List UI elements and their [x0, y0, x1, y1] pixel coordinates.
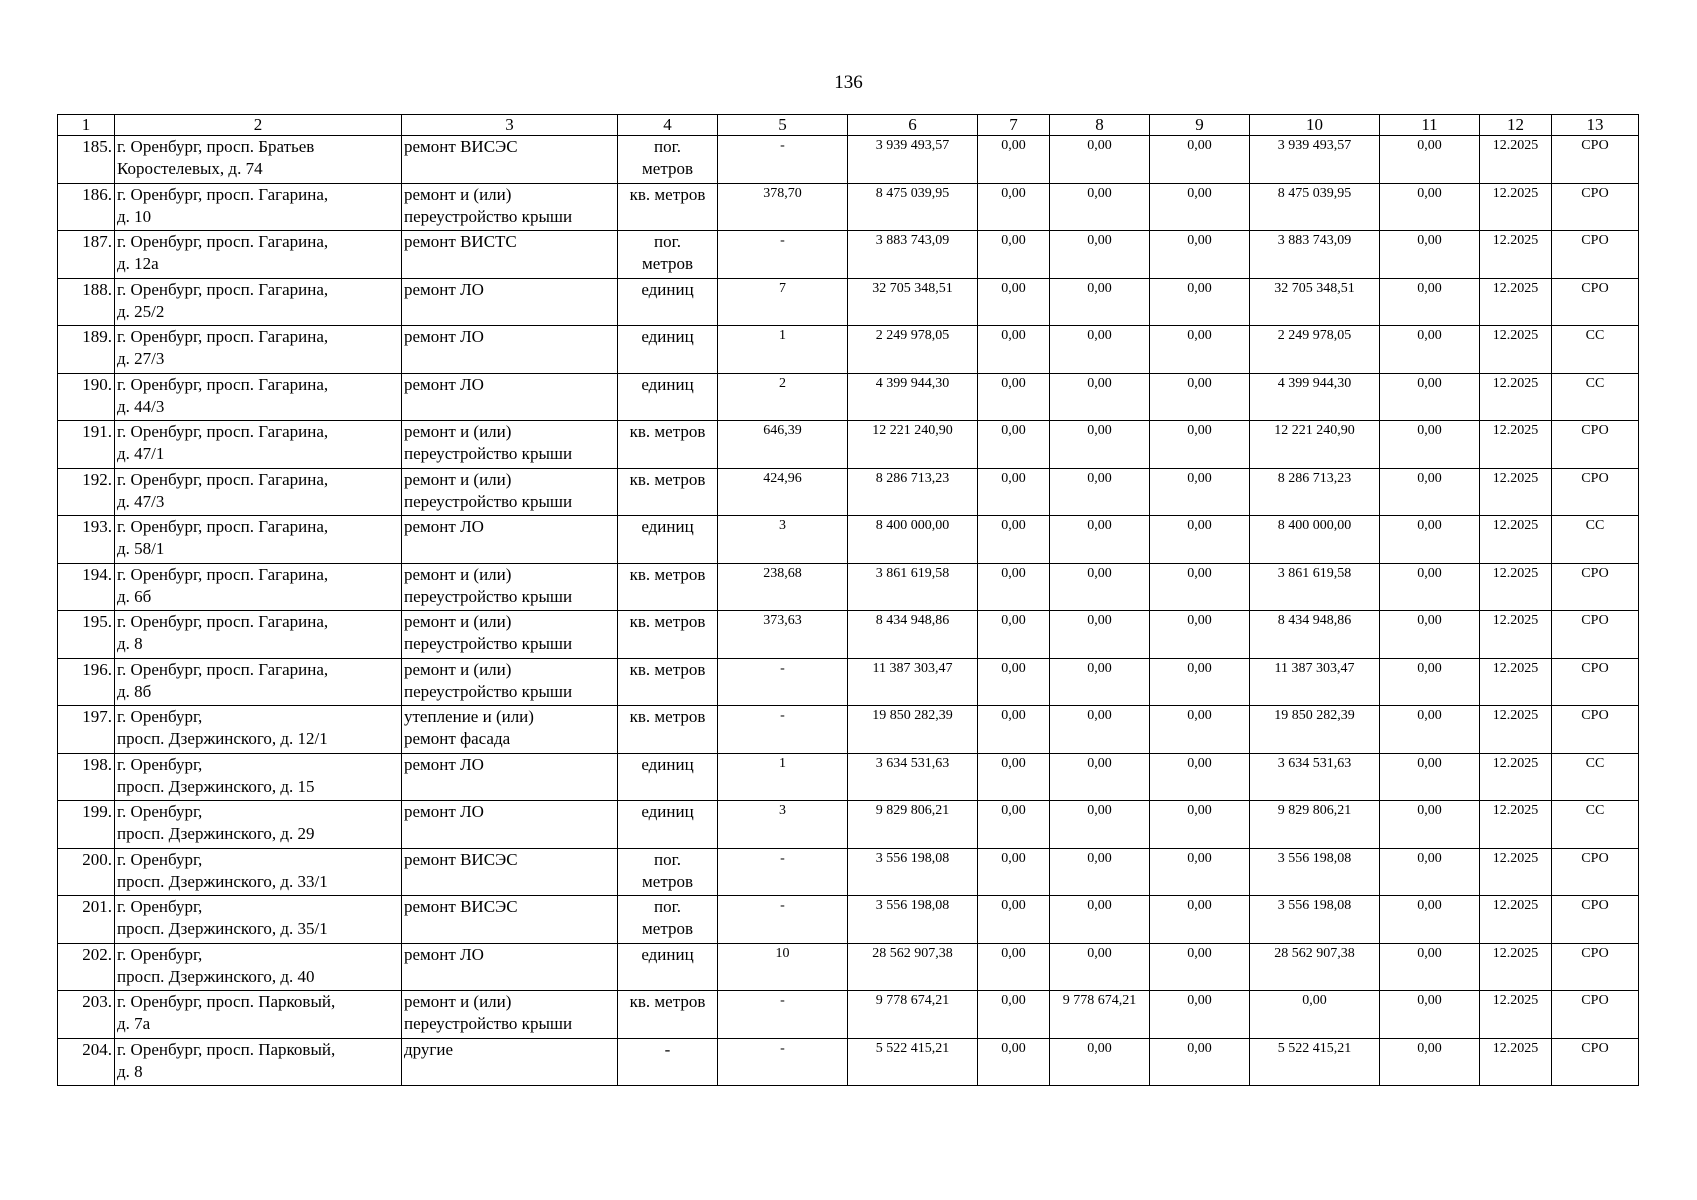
method-cell: СРО: [1552, 563, 1639, 611]
column-header: 6: [848, 115, 978, 136]
total-cost-cell: 28 562 907,38: [848, 943, 978, 991]
method-cell: СРО: [1552, 706, 1639, 754]
col8-cell: 0,00: [1050, 278, 1150, 326]
col10-cell: 3 939 493,57: [1250, 136, 1380, 184]
col9-cell: 0,00: [1150, 991, 1250, 1039]
col11-cell: 0,00: [1380, 611, 1480, 659]
work-type-cell: ремонт ЛО: [402, 753, 618, 801]
col11-cell: 0,00: [1380, 468, 1480, 516]
col10-cell: 11 387 303,47: [1250, 658, 1380, 706]
volume-cell: 646,39: [718, 421, 848, 469]
col9-cell: 0,00: [1150, 753, 1250, 801]
col7-cell: 0,00: [978, 753, 1050, 801]
total-cost-cell: 5 522 415,21: [848, 1038, 978, 1086]
col11-cell: 0,00: [1380, 848, 1480, 896]
work-type-cell: утепление и (или) ремонт фасада: [402, 706, 618, 754]
method-cell: СРО: [1552, 183, 1639, 231]
col10-cell: 19 850 282,39: [1250, 706, 1380, 754]
total-cost-cell: 9 778 674,21: [848, 991, 978, 1039]
total-cost-cell: 32 705 348,51: [848, 278, 978, 326]
method-cell: СС: [1552, 326, 1639, 374]
address-cell: г. Оренбург, просп. Гагарина, д. 12а: [115, 231, 402, 279]
volume-cell: 373,63: [718, 611, 848, 659]
volume-cell: 10: [718, 943, 848, 991]
total-cost-cell: 2 249 978,05: [848, 326, 978, 374]
col9-cell: 0,00: [1150, 326, 1250, 374]
col7-cell: 0,00: [978, 848, 1050, 896]
method-cell: СРО: [1552, 896, 1639, 944]
col11-cell: 0,00: [1380, 753, 1480, 801]
col11-cell: 0,00: [1380, 563, 1480, 611]
col8-cell: 0,00: [1050, 326, 1150, 374]
column-header: 3: [402, 115, 618, 136]
work-type-cell: ремонт ВИСЭС: [402, 136, 618, 184]
column-header: 4: [618, 115, 718, 136]
col10-cell: 3 556 198,08: [1250, 896, 1380, 944]
deadline-cell: 12.2025: [1480, 611, 1552, 659]
volume-cell: -: [718, 658, 848, 706]
col10-cell: 3 556 198,08: [1250, 848, 1380, 896]
col11-cell: 0,00: [1380, 183, 1480, 231]
col8-cell: 0,00: [1050, 611, 1150, 659]
col7-cell: 0,00: [978, 991, 1050, 1039]
method-cell: СРО: [1552, 1038, 1639, 1086]
unit-cell: кв. метров: [618, 468, 718, 516]
volume-cell: 3: [718, 801, 848, 849]
method-cell: СРО: [1552, 421, 1639, 469]
col11-cell: 0,00: [1380, 658, 1480, 706]
address-cell: г. Оренбург, просп. Дзержинского, д. 15: [115, 753, 402, 801]
address-cell: г. Оренбург, просп. Дзержинского, д. 33/1: [115, 848, 402, 896]
row-number: 196.: [58, 658, 115, 706]
col11-cell: 0,00: [1380, 943, 1480, 991]
column-header: 9: [1150, 115, 1250, 136]
table-row: [58, 658, 1639, 706]
col7-cell: 0,00: [978, 278, 1050, 326]
work-type-cell: ремонт и (или) переустройство крыши: [402, 421, 618, 469]
unit-cell: единиц: [618, 943, 718, 991]
col9-cell: 0,00: [1150, 468, 1250, 516]
row-number: 193.: [58, 516, 115, 564]
deadline-cell: 12.2025: [1480, 1038, 1552, 1086]
address-cell: г. Оренбург, просп. Гагарина, д. 8б: [115, 658, 402, 706]
address-cell: г. Оренбург, просп. Гагарина, д. 58/1: [115, 516, 402, 564]
total-cost-cell: 3 861 619,58: [848, 563, 978, 611]
deadline-cell: 12.2025: [1480, 848, 1552, 896]
col8-cell: 0,00: [1050, 421, 1150, 469]
address-cell: г. Оренбург, просп. Гагарина, д. 27/3: [115, 326, 402, 374]
col9-cell: 0,00: [1150, 516, 1250, 564]
deadline-cell: 12.2025: [1480, 991, 1552, 1039]
method-cell: СРО: [1552, 278, 1639, 326]
col8-cell: 0,00: [1050, 231, 1150, 279]
total-cost-cell: 12 221 240,90: [848, 421, 978, 469]
column-header: 8: [1050, 115, 1150, 136]
table-row: [58, 801, 1639, 849]
address-cell: г. Оренбург, просп. Гагарина, д. 44/3: [115, 373, 402, 421]
column-header: 2: [115, 115, 402, 136]
work-type-cell: ремонт и (или) переустройство крыши: [402, 468, 618, 516]
capital-repair-table: [57, 114, 1639, 1086]
col10-cell: 8 434 948,86: [1250, 611, 1380, 659]
col11-cell: 0,00: [1380, 231, 1480, 279]
volume-cell: -: [718, 991, 848, 1039]
col9-cell: 0,00: [1150, 896, 1250, 944]
col7-cell: 0,00: [978, 468, 1050, 516]
deadline-cell: 12.2025: [1480, 136, 1552, 184]
table-row: [58, 326, 1639, 374]
unit-cell: кв. метров: [618, 991, 718, 1039]
col7-cell: 0,00: [978, 373, 1050, 421]
row-number: 187.: [58, 231, 115, 279]
row-number: 191.: [58, 421, 115, 469]
col8-cell: 0,00: [1050, 468, 1150, 516]
volume-cell: 238,68: [718, 563, 848, 611]
column-header: 7: [978, 115, 1050, 136]
col10-cell: 3 883 743,09: [1250, 231, 1380, 279]
table-row: [58, 373, 1639, 421]
address-cell: г. Оренбург, просп. Гагарина, д. 25/2: [115, 278, 402, 326]
col8-cell: 0,00: [1050, 563, 1150, 611]
column-header: 1: [58, 115, 115, 136]
work-type-cell: ремонт и (или) переустройство крыши: [402, 563, 618, 611]
volume-cell: 378,70: [718, 183, 848, 231]
volume-cell: 424,96: [718, 468, 848, 516]
work-type-cell: ремонт и (или) переустройство крыши: [402, 658, 618, 706]
method-cell: СРО: [1552, 848, 1639, 896]
col7-cell: 0,00: [978, 801, 1050, 849]
deadline-cell: 12.2025: [1480, 231, 1552, 279]
total-cost-cell: 8 434 948,86: [848, 611, 978, 659]
volume-cell: 7: [718, 278, 848, 326]
column-header: 5: [718, 115, 848, 136]
row-number: 192.: [58, 468, 115, 516]
address-cell: г. Оренбург, просп. Гагарина, д. 10: [115, 183, 402, 231]
col7-cell: 0,00: [978, 231, 1050, 279]
col11-cell: 0,00: [1380, 326, 1480, 374]
work-type-cell: ремонт ЛО: [402, 801, 618, 849]
method-cell: СС: [1552, 516, 1639, 564]
method-cell: СРО: [1552, 611, 1639, 659]
col7-cell: 0,00: [978, 896, 1050, 944]
col8-cell: 0,00: [1050, 1038, 1150, 1086]
work-type-cell: ремонт ВИСЭС: [402, 896, 618, 944]
row-number: 186.: [58, 183, 115, 231]
total-cost-cell: 8 475 039,95: [848, 183, 978, 231]
unit-cell: пог. метров: [618, 848, 718, 896]
volume-cell: -: [718, 136, 848, 184]
col8-cell: 0,00: [1050, 516, 1150, 564]
address-cell: г. Оренбург, просп. Гагарина, д. 8: [115, 611, 402, 659]
col10-cell: 28 562 907,38: [1250, 943, 1380, 991]
col9-cell: 0,00: [1150, 943, 1250, 991]
col7-cell: 0,00: [978, 943, 1050, 991]
col8-cell: 9 778 674,21: [1050, 991, 1150, 1039]
col11-cell: 0,00: [1380, 896, 1480, 944]
deadline-cell: 12.2025: [1480, 373, 1552, 421]
row-number: 185.: [58, 136, 115, 184]
col8-cell: 0,00: [1050, 896, 1150, 944]
col9-cell: 0,00: [1150, 373, 1250, 421]
col10-cell: 0,00: [1250, 991, 1380, 1039]
total-cost-cell: 8 400 000,00: [848, 516, 978, 564]
col9-cell: 0,00: [1150, 183, 1250, 231]
deadline-cell: 12.2025: [1480, 516, 1552, 564]
table-row: [58, 183, 1639, 231]
column-header: 11: [1380, 115, 1480, 136]
table-row: [58, 278, 1639, 326]
total-cost-cell: 11 387 303,47: [848, 658, 978, 706]
unit-cell: единиц: [618, 516, 718, 564]
col10-cell: 3 861 619,58: [1250, 563, 1380, 611]
col7-cell: 0,00: [978, 1038, 1050, 1086]
row-number: 190.: [58, 373, 115, 421]
table-row: [58, 848, 1639, 896]
col8-cell: 0,00: [1050, 848, 1150, 896]
col9-cell: 0,00: [1150, 1038, 1250, 1086]
method-cell: СРО: [1552, 943, 1639, 991]
unit-cell: единиц: [618, 753, 718, 801]
unit-cell: -: [618, 1038, 718, 1086]
row-number: 194.: [58, 563, 115, 611]
method-cell: СС: [1552, 801, 1639, 849]
table-row: [58, 468, 1639, 516]
table-row: [58, 136, 1639, 184]
volume-cell: 1: [718, 753, 848, 801]
col10-cell: 3 634 531,63: [1250, 753, 1380, 801]
header-row: [58, 115, 1639, 136]
col7-cell: 0,00: [978, 421, 1050, 469]
col7-cell: 0,00: [978, 563, 1050, 611]
work-type-cell: ремонт ЛО: [402, 326, 618, 374]
col8-cell: 0,00: [1050, 801, 1150, 849]
row-number: 204.: [58, 1038, 115, 1086]
col8-cell: 0,00: [1050, 753, 1150, 801]
col8-cell: 0,00: [1050, 183, 1150, 231]
col9-cell: 0,00: [1150, 848, 1250, 896]
col9-cell: 0,00: [1150, 231, 1250, 279]
unit-cell: пог. метров: [618, 136, 718, 184]
col11-cell: 0,00: [1380, 706, 1480, 754]
address-cell: г. Оренбург, просп. Парковый, д. 7а: [115, 991, 402, 1039]
col8-cell: 0,00: [1050, 943, 1150, 991]
row-number: 199.: [58, 801, 115, 849]
unit-cell: кв. метров: [618, 421, 718, 469]
total-cost-cell: 9 829 806,21: [848, 801, 978, 849]
col9-cell: 0,00: [1150, 563, 1250, 611]
col11-cell: 0,00: [1380, 801, 1480, 849]
col7-cell: 0,00: [978, 326, 1050, 374]
table-row: [58, 943, 1639, 991]
volume-cell: 2: [718, 373, 848, 421]
deadline-cell: 12.2025: [1480, 278, 1552, 326]
col9-cell: 0,00: [1150, 801, 1250, 849]
table-row: [58, 611, 1639, 659]
col8-cell: 0,00: [1050, 136, 1150, 184]
deadline-cell: 12.2025: [1480, 421, 1552, 469]
col9-cell: 0,00: [1150, 278, 1250, 326]
unit-cell: пог. метров: [618, 896, 718, 944]
col11-cell: 0,00: [1380, 373, 1480, 421]
unit-cell: кв. метров: [618, 183, 718, 231]
col11-cell: 0,00: [1380, 516, 1480, 564]
col7-cell: 0,00: [978, 516, 1050, 564]
row-number: 200.: [58, 848, 115, 896]
column-header: 13: [1552, 115, 1639, 136]
deadline-cell: 12.2025: [1480, 658, 1552, 706]
method-cell: СС: [1552, 753, 1639, 801]
row-number: 198.: [58, 753, 115, 801]
table-row: [58, 421, 1639, 469]
work-type-cell: ремонт и (или) переустройство крыши: [402, 611, 618, 659]
work-type-cell: ремонт ЛО: [402, 516, 618, 564]
deadline-cell: 12.2025: [1480, 801, 1552, 849]
col7-cell: 0,00: [978, 706, 1050, 754]
unit-cell: единиц: [618, 373, 718, 421]
col10-cell: 5 522 415,21: [1250, 1038, 1380, 1086]
address-cell: г. Оренбург, просп. Гагарина, д. 6б: [115, 563, 402, 611]
row-number: 197.: [58, 706, 115, 754]
deadline-cell: 12.2025: [1480, 706, 1552, 754]
deadline-cell: 12.2025: [1480, 468, 1552, 516]
col9-cell: 0,00: [1150, 611, 1250, 659]
col10-cell: 8 286 713,23: [1250, 468, 1380, 516]
column-header: 10: [1250, 115, 1380, 136]
table-row: [58, 991, 1639, 1039]
unit-cell: кв. метров: [618, 563, 718, 611]
address-cell: г. Оренбург, просп. Парковый, д. 8: [115, 1038, 402, 1086]
col9-cell: 0,00: [1150, 136, 1250, 184]
method-cell: СРО: [1552, 991, 1639, 1039]
table-row: [58, 706, 1639, 754]
volume-cell: -: [718, 896, 848, 944]
deadline-cell: 12.2025: [1480, 183, 1552, 231]
work-type-cell: ремонт и (или) переустройство крыши: [402, 991, 618, 1039]
volume-cell: -: [718, 848, 848, 896]
table-row: [58, 896, 1639, 944]
table-row: [58, 563, 1639, 611]
col10-cell: 8 400 000,00: [1250, 516, 1380, 564]
total-cost-cell: 19 850 282,39: [848, 706, 978, 754]
col8-cell: 0,00: [1050, 658, 1150, 706]
col7-cell: 0,00: [978, 183, 1050, 231]
unit-cell: кв. метров: [618, 658, 718, 706]
address-cell: г. Оренбург, просп. Братьев Коростелевых, д. 74: [115, 136, 402, 184]
volume-cell: 1: [718, 326, 848, 374]
total-cost-cell: 3 556 198,08: [848, 896, 978, 944]
col10-cell: 8 475 039,95: [1250, 183, 1380, 231]
col9-cell: 0,00: [1150, 658, 1250, 706]
col9-cell: 0,00: [1150, 421, 1250, 469]
deadline-cell: 12.2025: [1480, 896, 1552, 944]
row-number: 202.: [58, 943, 115, 991]
method-cell: СРО: [1552, 231, 1639, 279]
address-cell: г. Оренбург, просп. Дзержинского, д. 40: [115, 943, 402, 991]
unit-cell: единиц: [618, 278, 718, 326]
method-cell: СС: [1552, 373, 1639, 421]
col8-cell: 0,00: [1050, 706, 1150, 754]
work-type-cell: другие: [402, 1038, 618, 1086]
col8-cell: 0,00: [1050, 373, 1150, 421]
volume-cell: -: [718, 231, 848, 279]
volume-cell: -: [718, 1038, 848, 1086]
col10-cell: 9 829 806,21: [1250, 801, 1380, 849]
row-number: 201.: [58, 896, 115, 944]
col7-cell: 0,00: [978, 611, 1050, 659]
unit-cell: пог. метров: [618, 231, 718, 279]
deadline-cell: 12.2025: [1480, 326, 1552, 374]
row-number: 203.: [58, 991, 115, 1039]
method-cell: СРО: [1552, 468, 1639, 516]
col10-cell: 2 249 978,05: [1250, 326, 1380, 374]
address-cell: г. Оренбург, просп. Гагарина, д. 47/3: [115, 468, 402, 516]
col11-cell: 0,00: [1380, 278, 1480, 326]
col10-cell: 4 399 944,30: [1250, 373, 1380, 421]
work-type-cell: ремонт и (или) переустройство крыши: [402, 183, 618, 231]
page-number: 136: [834, 72, 863, 93]
unit-cell: кв. метров: [618, 706, 718, 754]
table-row: [58, 231, 1639, 279]
row-number: 189.: [58, 326, 115, 374]
volume-cell: -: [718, 706, 848, 754]
total-cost-cell: 8 286 713,23: [848, 468, 978, 516]
col7-cell: 0,00: [978, 658, 1050, 706]
work-type-cell: ремонт ВИСЭС: [402, 848, 618, 896]
unit-cell: единиц: [618, 326, 718, 374]
col11-cell: 0,00: [1380, 421, 1480, 469]
deadline-cell: 12.2025: [1480, 563, 1552, 611]
volume-cell: 3: [718, 516, 848, 564]
address-cell: г. Оренбург, просп. Дзержинского, д. 29: [115, 801, 402, 849]
table-row: [58, 753, 1639, 801]
total-cost-cell: 4 399 944,30: [848, 373, 978, 421]
work-type-cell: ремонт ЛО: [402, 373, 618, 421]
total-cost-cell: 3 556 198,08: [848, 848, 978, 896]
address-cell: г. Оренбург, просп. Дзержинского, д. 35/1: [115, 896, 402, 944]
col10-cell: 32 705 348,51: [1250, 278, 1380, 326]
method-cell: СРО: [1552, 658, 1639, 706]
address-cell: г. Оренбург, просп. Дзержинского, д. 12/1: [115, 706, 402, 754]
unit-cell: единиц: [618, 801, 718, 849]
row-number: 188.: [58, 278, 115, 326]
deadline-cell: 12.2025: [1480, 753, 1552, 801]
method-cell: СРО: [1552, 136, 1639, 184]
work-type-cell: ремонт ЛО: [402, 278, 618, 326]
work-type-cell: ремонт ЛО: [402, 943, 618, 991]
col9-cell: 0,00: [1150, 706, 1250, 754]
address-cell: г. Оренбург, просп. Гагарина, д. 47/1: [115, 421, 402, 469]
work-type-cell: ремонт ВИСТС: [402, 231, 618, 279]
col11-cell: 0,00: [1380, 1038, 1480, 1086]
total-cost-cell: 3 939 493,57: [848, 136, 978, 184]
table-row: [58, 1038, 1639, 1086]
column-header: 12: [1480, 115, 1552, 136]
col7-cell: 0,00: [978, 136, 1050, 184]
col11-cell: 0,00: [1380, 991, 1480, 1039]
total-cost-cell: 3 634 531,63: [848, 753, 978, 801]
total-cost-cell: 3 883 743,09: [848, 231, 978, 279]
row-number: 195.: [58, 611, 115, 659]
col10-cell: 12 221 240,90: [1250, 421, 1380, 469]
table-row: [58, 516, 1639, 564]
col11-cell: 0,00: [1380, 136, 1480, 184]
unit-cell: кв. метров: [618, 611, 718, 659]
deadline-cell: 12.2025: [1480, 943, 1552, 991]
